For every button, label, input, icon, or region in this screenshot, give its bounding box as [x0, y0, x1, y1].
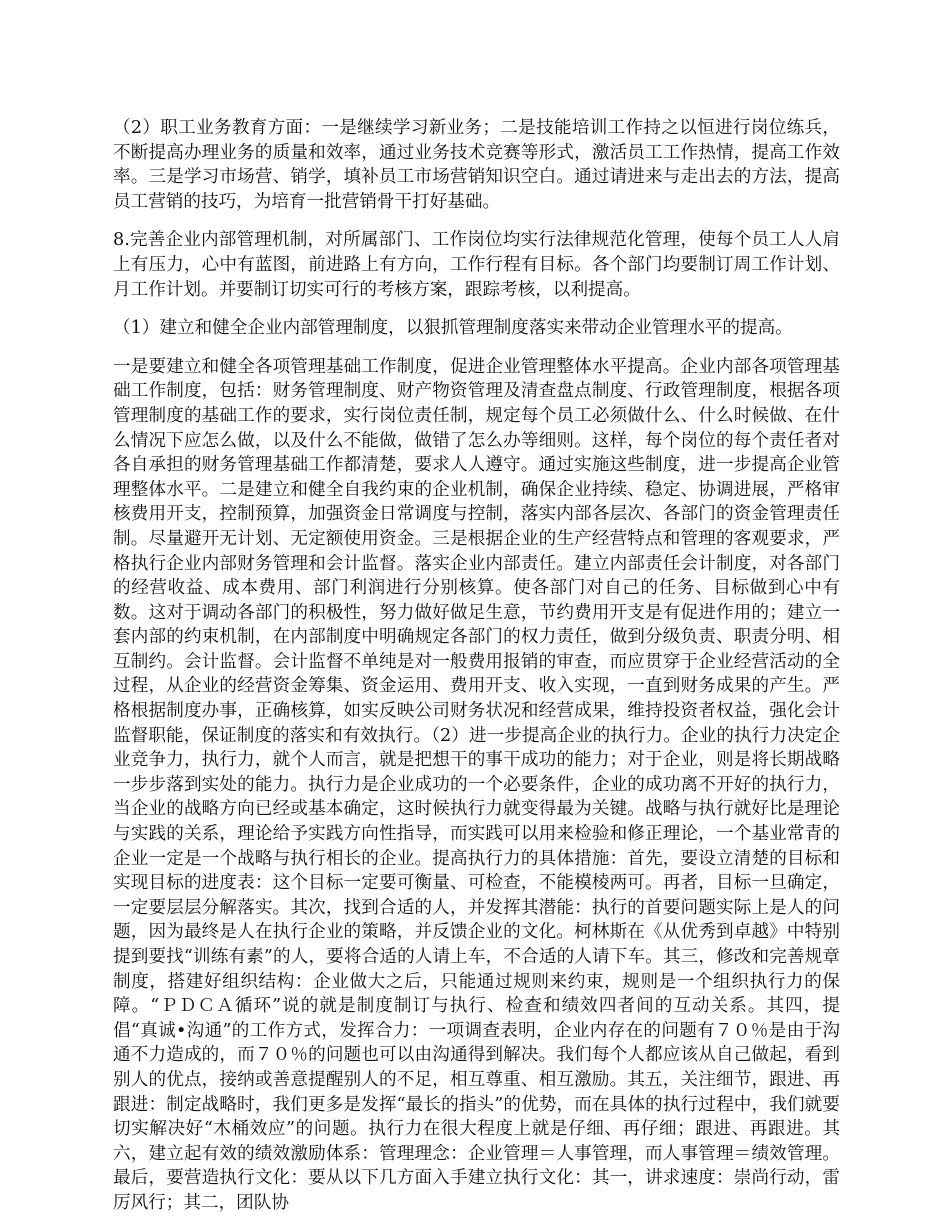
paragraph-management-details: 一是要建立和健全各项管理基础工作制度，促进企业管理整体水平提高。企业内部各项管理基础工作制度，包括：财务管理制度、财产物资管理及清查盘点制度、行政管理制度，根据各项管理制度的基础工作的要求，实行岗位责任制，规定每个员工必须做什么、什么时候做、在什么情况下应怎么做，以及什么不能做，做错了怎么办等细则。这样，每个岗位的每个责任者对各自承担的财务管理基础工作都清楚，要求人人遵守。通过实施这些制度，进一步提高企业管理整体水平。二是建立和健全自我约束的企业机制，确保企业持续、稳定、协调进展，严格审核费用开支，控制预算，加强资金日常调度与控制，落实内部各层次、各部门的资金管理责任制。尽量避开无计划、无定额使用资金。三是根据企业的生产经营特点和管理的客观要求，严格执行企业内部财务管理和会计监督。落实企业内部责任。建立内部责任会计制度，对各部门的经营收益、成本费用、部门利润进行分别核算。使各部门对自己的任务、目标做到心中有数。这对于调动各部门的积极性，努力做好做足生意，节约费用开支是有促进作用的；建立一套内部的约束机制，在内部制度中明确规定各部门的权力责任，做到分级负责、职责分明、相互制约。会计监督。会计监督不单纯是对一般费用报销的审查，而应贯穿于企业经营活动的全过程，从企业的经营资金筹集、资金运用、费用开支、收入实现，一直到财务成果的产生。严格根据制度办事，正确核算，如实反映公司财务状况和经营成果，维持投资者权益，强化会计监督职能，保证制度的落实和有效执行。（2）进一步提高企业的执行力。企业的执行力决定企业竞争力，执行力，就个人而言，就是把想干的事干成功的能力；对于企业，则是将长期战略一步步落到实处的能力。执行力是企业成功的一个必要条件，企业的成功离不开好的执行力，当企业的战略方向已经或基本确定，这时候执行力就变得最为关键。战略与执行就好比是理论与实践的关系，理论给予实践方向性指导，而实践可以用来检验和修正理论，一个基业常青的企业一定是一个战略与执行相长的企业。提高执行力的具体措施：首先，要设立清楚的目标和实现目标的进度表：这个目标一定要可衡量、可检查，不能模棱两可。再者，目标一旦确定，一定要层层分解落实。其次，找到合适的人，并发挥其潜能：执行的首要问题实际上是人的问题，因为最终是人在执行企业的策略，并反馈企业的文化。柯林斯在《从优秀到卓越》中特别提到要找“训练有素”的人，要将合适的人请上车，不合适的人请下车。其三，修改和完善规章制度，搭建好组织结构：企业做大之后，只能通过规则来约束，规则是一个组织执行力的保障。“ＰＤＣＡ循环”说的就是制度制订与执行、检查和绩效四者间的互动关系。其四，提倡“真诚•沟通”的工作方式，发挥合力：一项调查表明，企业内存在的问题有７０％是由于沟通不力造成的，而７０％的问题也可以由沟通得到解决。我们每个人都应该从自己做起，看到别人的优点，接纳或善意提醒别人的不足，相互尊重、相互激励。其五，关注细节，跟进、再跟进：制定战略时，我们更多是发挥“最长的指头”的优势，而在具体的执行过程中，我们就要切实解决好“木桶效应”的问题。执行力在很大程度上就是仔细、再仔细；跟进、再跟进。其六，建立起有效的绩效激励体系：管理理念：企业管理＝人事管理，而人事管理＝绩效管理。最后，要营造执行文化：要从以下几方面入手建立执行文化：其一，讲求速度：崇尚行动，雷厉风行；其二，团队协 [113, 356, 840, 1213]
document-body [113, 116, 840, 1216]
paragraph-staff-education: （2）职工业务教育方面：一是继续学习新业务；二是技能培训工作持之以恒进行岗位练兵，不断提高办理业务的质量和效率，通过业务技术竞赛等形式，激活员工工作热情，提高工作效率。三是学习市场营、销学，填补员工市场营销知识空白。通过请进来与走出去的方法，提高员工营销的技巧，为培育一批营销骨干打好基础。 [113, 118, 840, 212]
paragraph-internal-management: 8.完善企业内部管理机制，对所属部门、工作岗位均实行法律规范化管理，使每个员工人人肩上有压力，心中有蓝图，前进路上有方向，工作行程有目标。各个部门均要制订周工作计划、月工作计划。并要制订切实可行的考核方案，跟踪考核，以利提高。 [113, 230, 840, 300]
paragraph-management-system-heading: （1）建立和健全企业内部管理制度，以狠抓管理制度落实来带动企业管理水平的提高。 [113, 318, 793, 339]
